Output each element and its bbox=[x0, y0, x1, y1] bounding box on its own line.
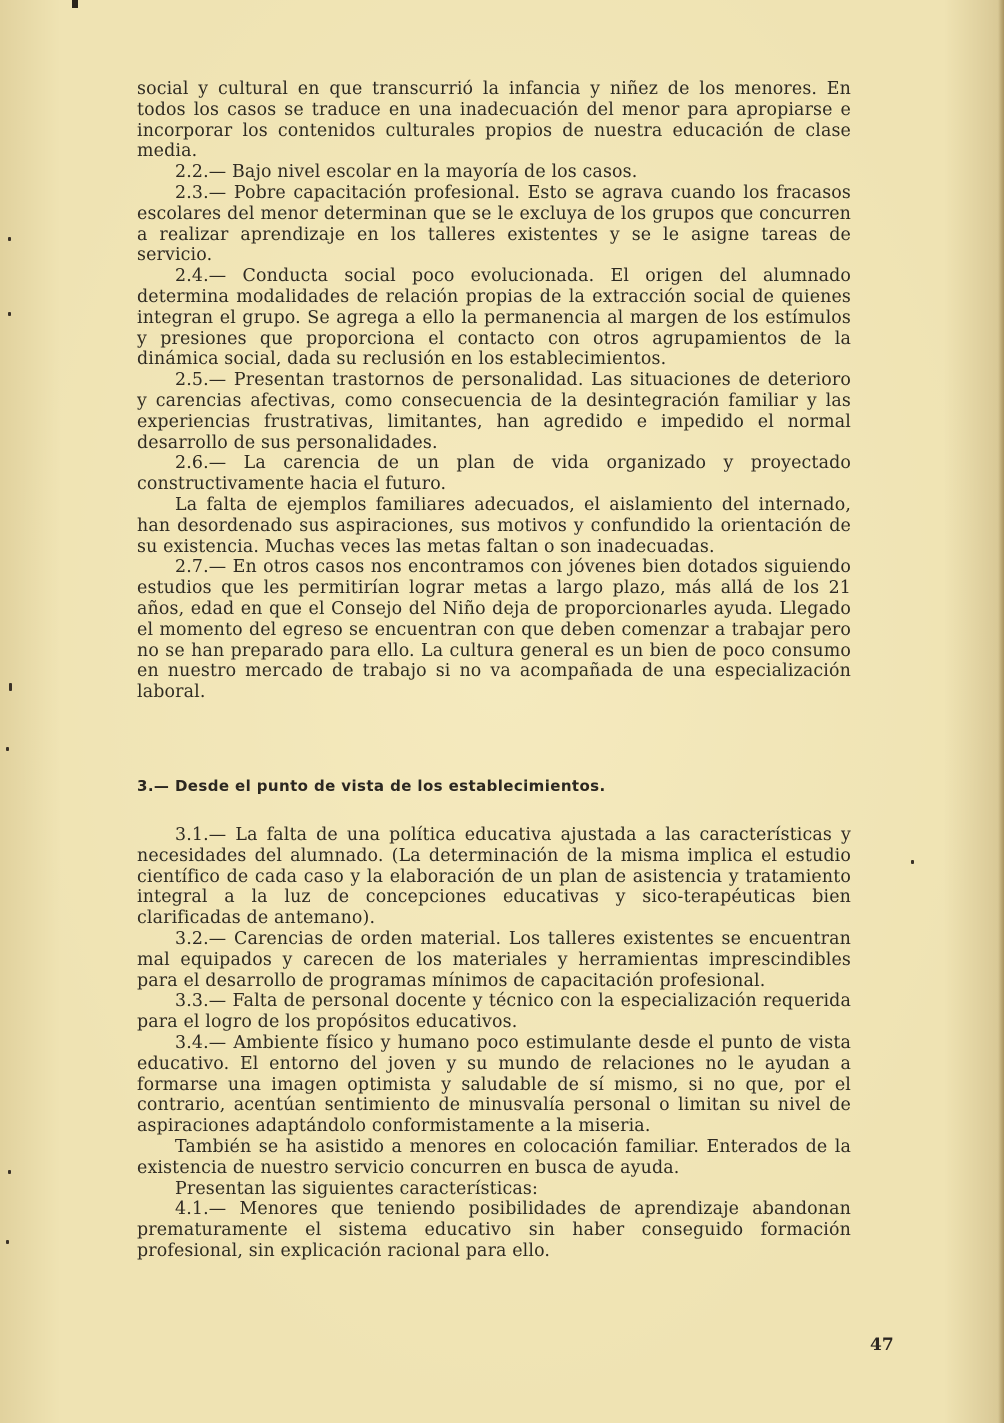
margin-speck bbox=[8, 237, 11, 241]
paragraph-3-3: 3.3.— Falta de personal docente y técnico con la especialización requerida para el logro de los propósitos educativos. bbox=[137, 991, 851, 1033]
paragraph-caracteristicas-intro: Presentan las siguientes características: bbox=[175, 1178, 538, 1199]
paragraph-4-1: 4.1.— Menores que teniendo posibilidades de aprendizaje abandonan prematuramente el sistema educativo sin haber conseguido formación profesional, sin explicación racional para ello. bbox=[137, 1199, 851, 1261]
paragraph-continued: social y cultural en que transcurrió la infancia y niñez de los menores. En todos los casos se traduce en una inadecuación del menor para apropiarse e incorporar los contenidos culturales propios de nuestra educación de clase media. bbox=[137, 79, 851, 162]
margin-speck bbox=[8, 312, 11, 316]
margin-speck bbox=[6, 747, 9, 751]
margin-speck bbox=[6, 1240, 9, 1244]
paragraph-3-1: 3.1.— La falta de una política educativa ajustada a las características y necesidades del alumnado. (La determinación de la misma implica el estudio científico de cada caso y la elaboración de un plan de asistencia y tratamiento integral a la luz de concepciones educativas y sico-terapéuticas bien clarificadas de antemano). bbox=[137, 825, 851, 929]
paragraph-2-5: 2.5.— Presentan trastornos de personalidad. Las situaciones de deterioro y carencias afectivas, como consecuencia de la desintegración familiar y las experiencias frustrativas, limitantes, han agredido e impedido el normal desarrollo de sus personalidades. bbox=[137, 370, 851, 453]
section-3-text bbox=[137, 825, 851, 1262]
scan-corner-mark bbox=[72, 0, 78, 8]
margin-speck bbox=[8, 1170, 11, 1174]
margin-speck bbox=[911, 860, 914, 864]
section-2-continued-text bbox=[137, 79, 851, 703]
paragraph-2-2: 2.2.— Bajo nivel escolar en la mayoría de los casos. bbox=[175, 162, 638, 183]
paragraph-2-6: 2.6.— La carencia de un plan de vida organizado y proyectado constructivamente hacia el futuro. bbox=[137, 453, 851, 495]
paragraph-2-6-detail: La falta de ejemplos familiares adecuados, el aislamiento del internado, han desordenado sus aspiraciones, sus motivos y confundido la orientación de su existencia. Muchas veces las metas faltan o son inadecuadas. bbox=[137, 494, 851, 557]
paragraph-colocacion-familiar: También se ha asistido a menores en colocación familiar. Enterados de la existencia de nuestro servicio concurren en busca de ayuda. bbox=[137, 1136, 851, 1178]
margin-speck bbox=[9, 683, 12, 691]
page-edge-shadow bbox=[998, 0, 1004, 1423]
paragraph-3-4: 3.4.— Ambiente físico y humano poco estimulante desde el punto de vista educativo. El entorno del joven y su mundo de relaciones no le ayudan a formarse una imagen optimista y saludable de sí mismo, si no que, por el contrario, acentúan sentimiento de minusvalía personal o limitan su nivel de aspiraciones adaptándolo conformistamente a la miseria. bbox=[137, 1032, 851, 1137]
paragraph-2-7: 2.7.— En otros casos nos encontramos con jóvenes bien dotados siguiendo estudios que les permitirían lograr metas a largo plazo, más allá de los 21 años, edad en que el Consejo del Niño deja de proporcionarles ayuda. Llegado el momento del egreso se encuentran con que deben comenzar a trabajar pero no se han preparado para ello. La cultura general es un bien de poco consumo en nuestro mercado de trabajo si no va acompañada de una especialización laboral. bbox=[137, 557, 851, 703]
section-3-heading: 3.— Desde el punto de vista de los establecimientos. bbox=[137, 777, 606, 795]
page-number: 47 bbox=[870, 1335, 894, 1355]
paragraph-2-4: 2.4.— Conducta social poco evolucionada. El origen del alumnado determina modalidades de relación propias de la extracción social de quienes integran el grupo. Se agrega a ello la permanencia al margen de los estímulos y presiones que proporciona el contacto con otros agrupamientos de la dinámica social, dada su reclusión en los establecimientos. bbox=[137, 266, 851, 370]
paragraph-3-2: 3.2.— Carencias de orden material. Los talleres existentes se encuentran mal equipados y carecen de los materiales y herramientas imprescindibles para el desarrollo de programas mínimos de capacitación profesional. bbox=[137, 928, 851, 991]
paragraph-2-3: 2.3.— Pobre capacitación profesional. Esto se agrava cuando los fracasos escolares del menor determinan que se le excluya de los grupos que concurren a realizar aprendizaje en los talleres existentes y se le asigne tareas de servicio. bbox=[137, 182, 851, 266]
